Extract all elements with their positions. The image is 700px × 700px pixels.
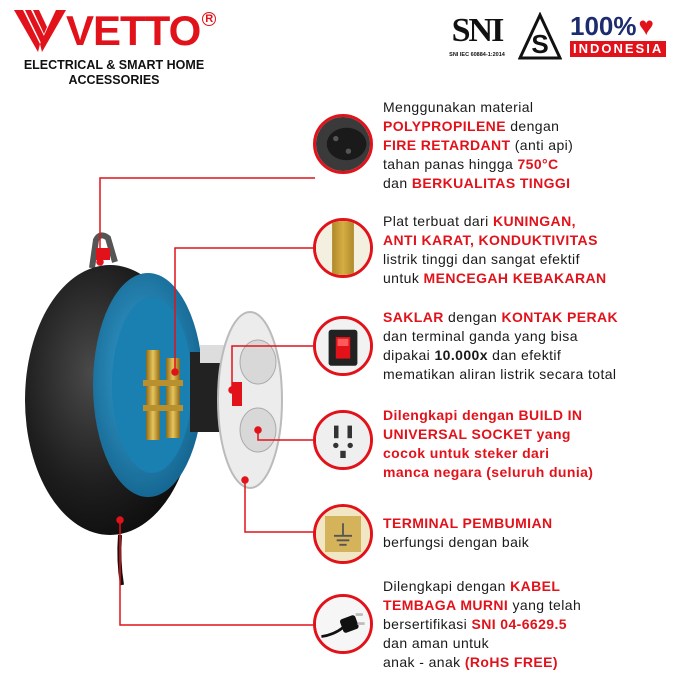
logo-wordmark <box>14 7 234 54</box>
reel-body <box>25 265 195 535</box>
feature-line <box>383 444 693 463</box>
feature-line <box>383 653 693 672</box>
feature-line <box>383 425 693 444</box>
feature-text: TERMINAL PEMBUMIAN <box>383 515 553 531</box>
feature-text: Plat terbuat dari <box>383 213 493 229</box>
feature-switch <box>383 308 693 384</box>
feature-text: dan <box>383 175 412 191</box>
feature-line <box>383 98 693 117</box>
feature-text: untuk <box>383 270 424 286</box>
feature-text: dan aman untuk <box>383 635 490 651</box>
feature-line <box>383 136 693 155</box>
feature-text: yang telah <box>508 597 582 613</box>
registered-mark: R <box>202 12 216 26</box>
feature-line <box>383 514 693 533</box>
feature-line <box>383 231 693 250</box>
feature-line <box>383 269 693 288</box>
feature-text: mematikan aliran listrik secara total <box>383 366 617 382</box>
reel-blue-face <box>93 273 203 497</box>
feature-text: anak - anak <box>383 654 465 670</box>
heart-icon: ♥ <box>638 11 654 41</box>
made-in-indonesia-badge <box>570 12 688 58</box>
s-mark-letter: S <box>531 29 549 59</box>
brand-tagline <box>14 58 214 88</box>
feature-line <box>383 327 693 346</box>
sni-badge <box>444 12 510 58</box>
feature-text: Menggunakan material <box>383 99 534 115</box>
tagline-line-2: ACCESSORIES <box>68 73 160 87</box>
feature-text: Dilengkapi dengan BUILD IN <box>383 407 583 423</box>
feature-text: KABEL <box>510 578 561 594</box>
brand-name: VETTO <box>66 7 201 54</box>
feature-text: SNI 04-6629.5 <box>471 616 567 632</box>
feature-text: 750°C <box>517 156 559 172</box>
feature-line <box>383 174 693 193</box>
feature-line <box>383 634 693 653</box>
feature-text: dan efektif <box>487 347 562 363</box>
feature-line <box>383 596 693 615</box>
feature-brass-plate <box>383 212 693 288</box>
feature-text: SAKLAR <box>383 309 444 325</box>
feature-text: POLYPROPILENE <box>383 118 506 134</box>
sni-standard-label: SNI IEC 60884-1:2014 <box>449 52 505 58</box>
feature-text: MENCEGAH KEBAKARAN <box>423 270 607 286</box>
feature-copper-cable <box>383 577 693 672</box>
feature-text: listrik tinggi dan sangat efektif <box>383 251 580 267</box>
feature-universal-socket <box>383 406 693 482</box>
feature-text: bersertifikasi <box>383 616 472 632</box>
switch-icon <box>313 316 373 376</box>
feature-line <box>383 117 693 136</box>
feature-text: BERKUALITAS TINGGI <box>411 175 571 191</box>
country-label: INDONESIA <box>570 41 666 57</box>
feature-text: (RoHS FREE) <box>464 654 558 670</box>
feature-text: 10.000x <box>434 347 488 363</box>
certification-badges <box>444 12 688 62</box>
feature-text: FIRE RETARDANT <box>383 137 511 153</box>
feature-line <box>383 406 693 425</box>
feature-text: ANTI KARAT, KONDUKTIVITAS <box>383 232 598 248</box>
feature-line <box>383 463 693 482</box>
tagline-line-1: ELECTRICAL & SMART HOME <box>23 58 205 72</box>
feature-text: tahan panas hingga <box>383 156 518 172</box>
feature-material <box>383 98 693 193</box>
leader-lines <box>97 178 315 625</box>
feature-text: dipakai <box>383 347 435 363</box>
copper-cable-plug-icon <box>313 594 373 654</box>
feature-line <box>383 577 693 596</box>
feature-text: yang <box>532 426 571 442</box>
feature-text: UNIVERSAL SOCKET <box>383 426 533 442</box>
ground-terminal-icon <box>313 504 373 564</box>
feature-line <box>383 155 693 174</box>
feature-text: berfungsi dengan baik <box>383 534 530 550</box>
universal-socket-icon <box>313 410 373 470</box>
feature-text: TEMBAGA MURNI <box>383 597 509 613</box>
vetto-v-emblem-icon <box>14 10 66 52</box>
feature-text: KONTAK PERAK <box>501 309 618 325</box>
feature-line <box>383 533 693 552</box>
feature-text: manca negara (seluruh dunia) <box>383 464 594 480</box>
percent-label: 100% <box>570 11 637 41</box>
feature-text: (anti api) <box>510 137 574 153</box>
feature-line <box>383 212 693 231</box>
feature-line <box>383 365 693 384</box>
feature-text: dengan <box>505 118 560 134</box>
feature-ground-terminal <box>383 514 693 552</box>
socket-back-icon <box>313 114 373 174</box>
feature-line <box>383 346 693 365</box>
s-mark-triangle-icon <box>518 12 562 62</box>
feature-line <box>383 615 693 634</box>
socket-plate <box>218 312 282 488</box>
feature-text: dengan <box>443 309 502 325</box>
feature-text: KUNINGAN, <box>492 213 576 229</box>
feature-line <box>383 308 693 327</box>
feature-text: Dilengkapi dengan <box>383 578 511 594</box>
sni-mark: SNI <box>451 12 503 49</box>
vetto-logo <box>14 7 234 88</box>
brass-plate-icon <box>313 218 373 278</box>
feature-text: dan terminal ganda yang bisa <box>383 328 578 344</box>
feature-line <box>383 250 693 269</box>
feature-text: cocok untuk steker dari <box>383 445 550 461</box>
